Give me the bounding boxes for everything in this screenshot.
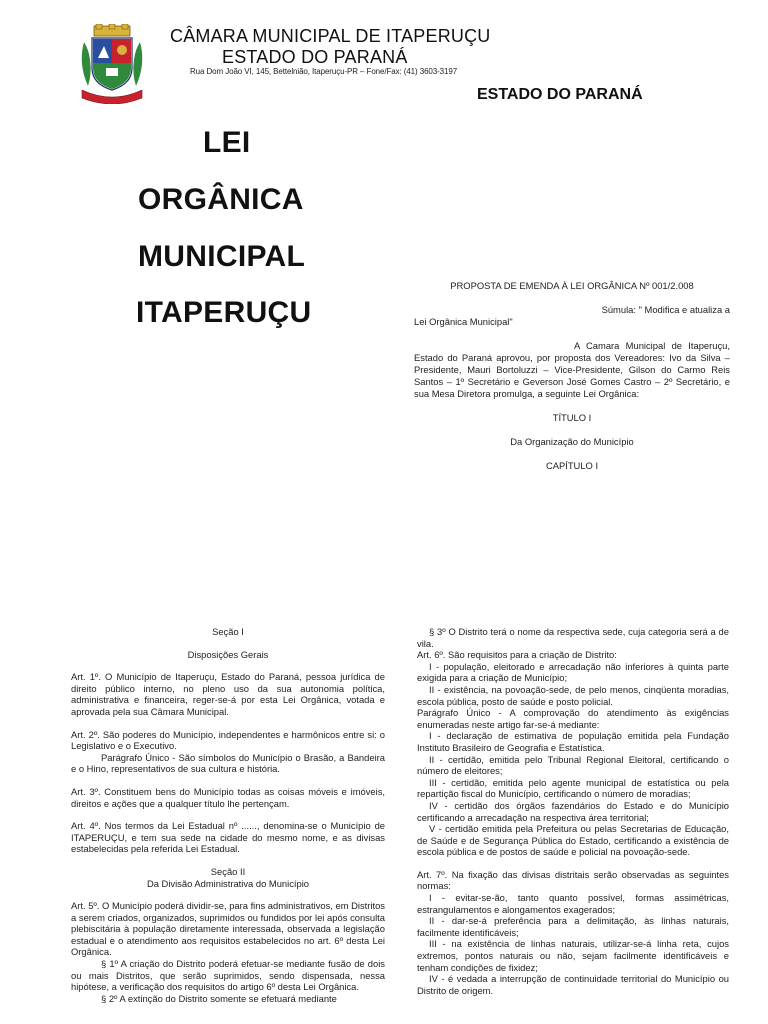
sumula-continuation: Lei Orgânica Municipal" [414, 316, 513, 327]
article-6-item-ii: II - existência, na povoação-sede, de pelo menos, cinqüenta moradias, escola pública, posto de saúde e posto policial. [417, 683, 729, 707]
article-1: Art. 1º. O Município de Itaperuçu, Estado do Paraná, pessoa jurídica de direito público interno, no pleno uso da sua autonomia política, administrativa e financeira, reger-se-á por esta Lei Orgânica, votada e aprovada pela sua Câmara Municipal. [71, 671, 385, 717]
section-name: Disposições Gerais [187, 648, 269, 660]
cover-title-line: MUNICIPAL [138, 240, 306, 273]
state-name: ESTADO DO PARANÁ [222, 47, 408, 67]
municipal-seal-icon [78, 24, 146, 104]
chamber-address: Rua Dom João VI, 145, Bettelnião, Itaperuçu-PR – Fone/Fax: (41) 3603-3197 [190, 67, 458, 76]
article-2-paragraph: Parágrafo Único - São símbolos do Município o Brasão, a Bandeira e o Hino, representativos de sua cultura e história. [71, 751, 385, 775]
sumula: Súmula: " Modifica e atualiza a [601, 304, 730, 315]
preamble: A Camara Municipal de Itaperuçu, Estado do Paraná aprovou, por proposta dos Vereadores: Ivo da Silva – Presidente, Mauri Bortoluzzi – Vice-Presidente, Gilson do Carmo Reis Santos – 1º Secretário e Geverson José Gomes Castro – 2º Secretário, e sua Mesa Diretora promulga, a seguinte Lei Orgânica: [414, 340, 730, 399]
section-name: Da Divisão Administrativa do Município [146, 877, 310, 889]
article-4: Art. 4º. Nos termos da Lei Estadual nº ......, denomina-se o Município de ITAPERUÇU, e tem sua sede na cidade do mesmo nome, e as divisas estabelecidas pela referida Lei Estadual. [71, 820, 385, 855]
article-6: Art. 6º. São requisitos para a criação de Distrito: [417, 649, 617, 661]
section-number: Seção II [210, 865, 246, 877]
title-name: Da Organização do Município [510, 436, 634, 447]
paragraph-3: § 3º O Distrito terá o nome da respectiva sede, cuja categoria será a de vila. [417, 626, 729, 649]
article-7-item-iv: IV - é vedada a interrupção de continuidade territorial do Município ou Distrito de origem. [417, 973, 729, 996]
article-6-paragraph-item-ii: II - certidão, emitida pelo Tribunal Regional Eleitoral, certificando o número de eleitores; [417, 753, 729, 777]
article-5-paragraph-1: § 1º A criação do Distrito poderá efetuar-se mediante fusão de dois ou mais Distritos, que serão suprimidos, sendo dispensada, nessa hipótese, a verificação dos requisitos do artigo 6º desta Lei Orgânica. [71, 958, 385, 993]
article-7: Art. 7º. Na fixação das divisas distritais serão observadas as seguintes normas: [417, 868, 729, 892]
article-3: Art. 3º. Constituem bens do Município todas as coisas móveis e imóveis, direitos e ações que a qualquer título lhe pertençam. [71, 785, 385, 809]
article-5: Art. 5º. O Município poderá dividir-se, para fins administrativos, em Distritos a serem criados, organizados, suprimidos ou fundidos por lei após consulta plebiscitária à população diretamente interessada, observada a legislação estadual e o atendimento aos requisitos estabelecidos no art. 6º desta Lei Orgânica. [71, 900, 385, 958]
article-7-item-iii: III - na existência de linhas naturais, utilizar-se-á linha reta, cujos extremos, pontos naturais ou não, sejam facilmente identificáveis e tenham condições de fixidez; [417, 938, 729, 973]
proposal-heading: PROPOSTA DE EMENDA À LEI ORGÂNICA Nº 001/2.008 [450, 280, 694, 291]
article-6-paragraph-item-iv: IV - certidão dos órgãos fazendários do Estado e do Município certificando a arrecadação na respectiva área territorial; [417, 799, 729, 823]
article-6-paragraph: Parágrafo Único - A comprovação do atendimento às exigências enumeradas neste artigo far-se-á mediante: [417, 707, 729, 730]
article-6-paragraph-item-iii: III - certidão, emitida pelo agente municipal de estatística ou pela repartição fiscal do Município, certificando o número de moradias; [417, 776, 729, 800]
right-text-column [417, 626, 729, 996]
article-7-item-ii: II - dar-se-á preferência para a delimitação, às linhas naturais, facilmente identificáveis; [417, 915, 729, 938]
cover-title-line: LEI [203, 126, 251, 159]
amendment-proposal [414, 280, 730, 472]
article-5-paragraph-2: § 2º A extinção do Distrito somente se efetuará mediante [101, 992, 337, 1004]
section-number: Seção I [212, 626, 244, 637]
title-number: TÍTULO I [552, 412, 592, 423]
chapter-number: CAPÍTULO I [545, 460, 599, 471]
article-7-item-i: I - evitar-se-ão, tanto quanto possível, formas assimétricas, estrangulamentos e alongamentos exagerados; [417, 892, 729, 915]
cover-title-line: ORGÂNICA [138, 183, 304, 216]
state-heading: ESTADO DO PARANÁ [477, 86, 643, 103]
letterhead [0, 0, 768, 110]
article-6-item-i: I - população, eleitorado e arrecadação não inferiores à quinta parte exigida para a criação de Município; [417, 660, 729, 684]
article-6-paragraph-item-v: V - certidão emitida pela Prefeitura ou pelas Secretarias de Educação, de Saúde e de Segurança Pública do Estado, certificando a existência de escola pública e de postos de saúde e policial na povoação-sede. [417, 823, 729, 858]
left-text-column [71, 626, 385, 1004]
cover-title-line: ITAPERUÇU [136, 296, 312, 329]
article-2: Art. 2º. São poderes do Município, independentes e harmônicos entre si: o Legislativo e o Executivo. [71, 728, 385, 752]
article-6-paragraph-item-i: I - declaração de estimativa de população emitida pela Fundação Instituto Brasileiro de Geografia e Estatística. [417, 730, 729, 753]
chamber-name: CÂMARA MUNICIPAL DE ITAPERUÇU [170, 26, 491, 46]
